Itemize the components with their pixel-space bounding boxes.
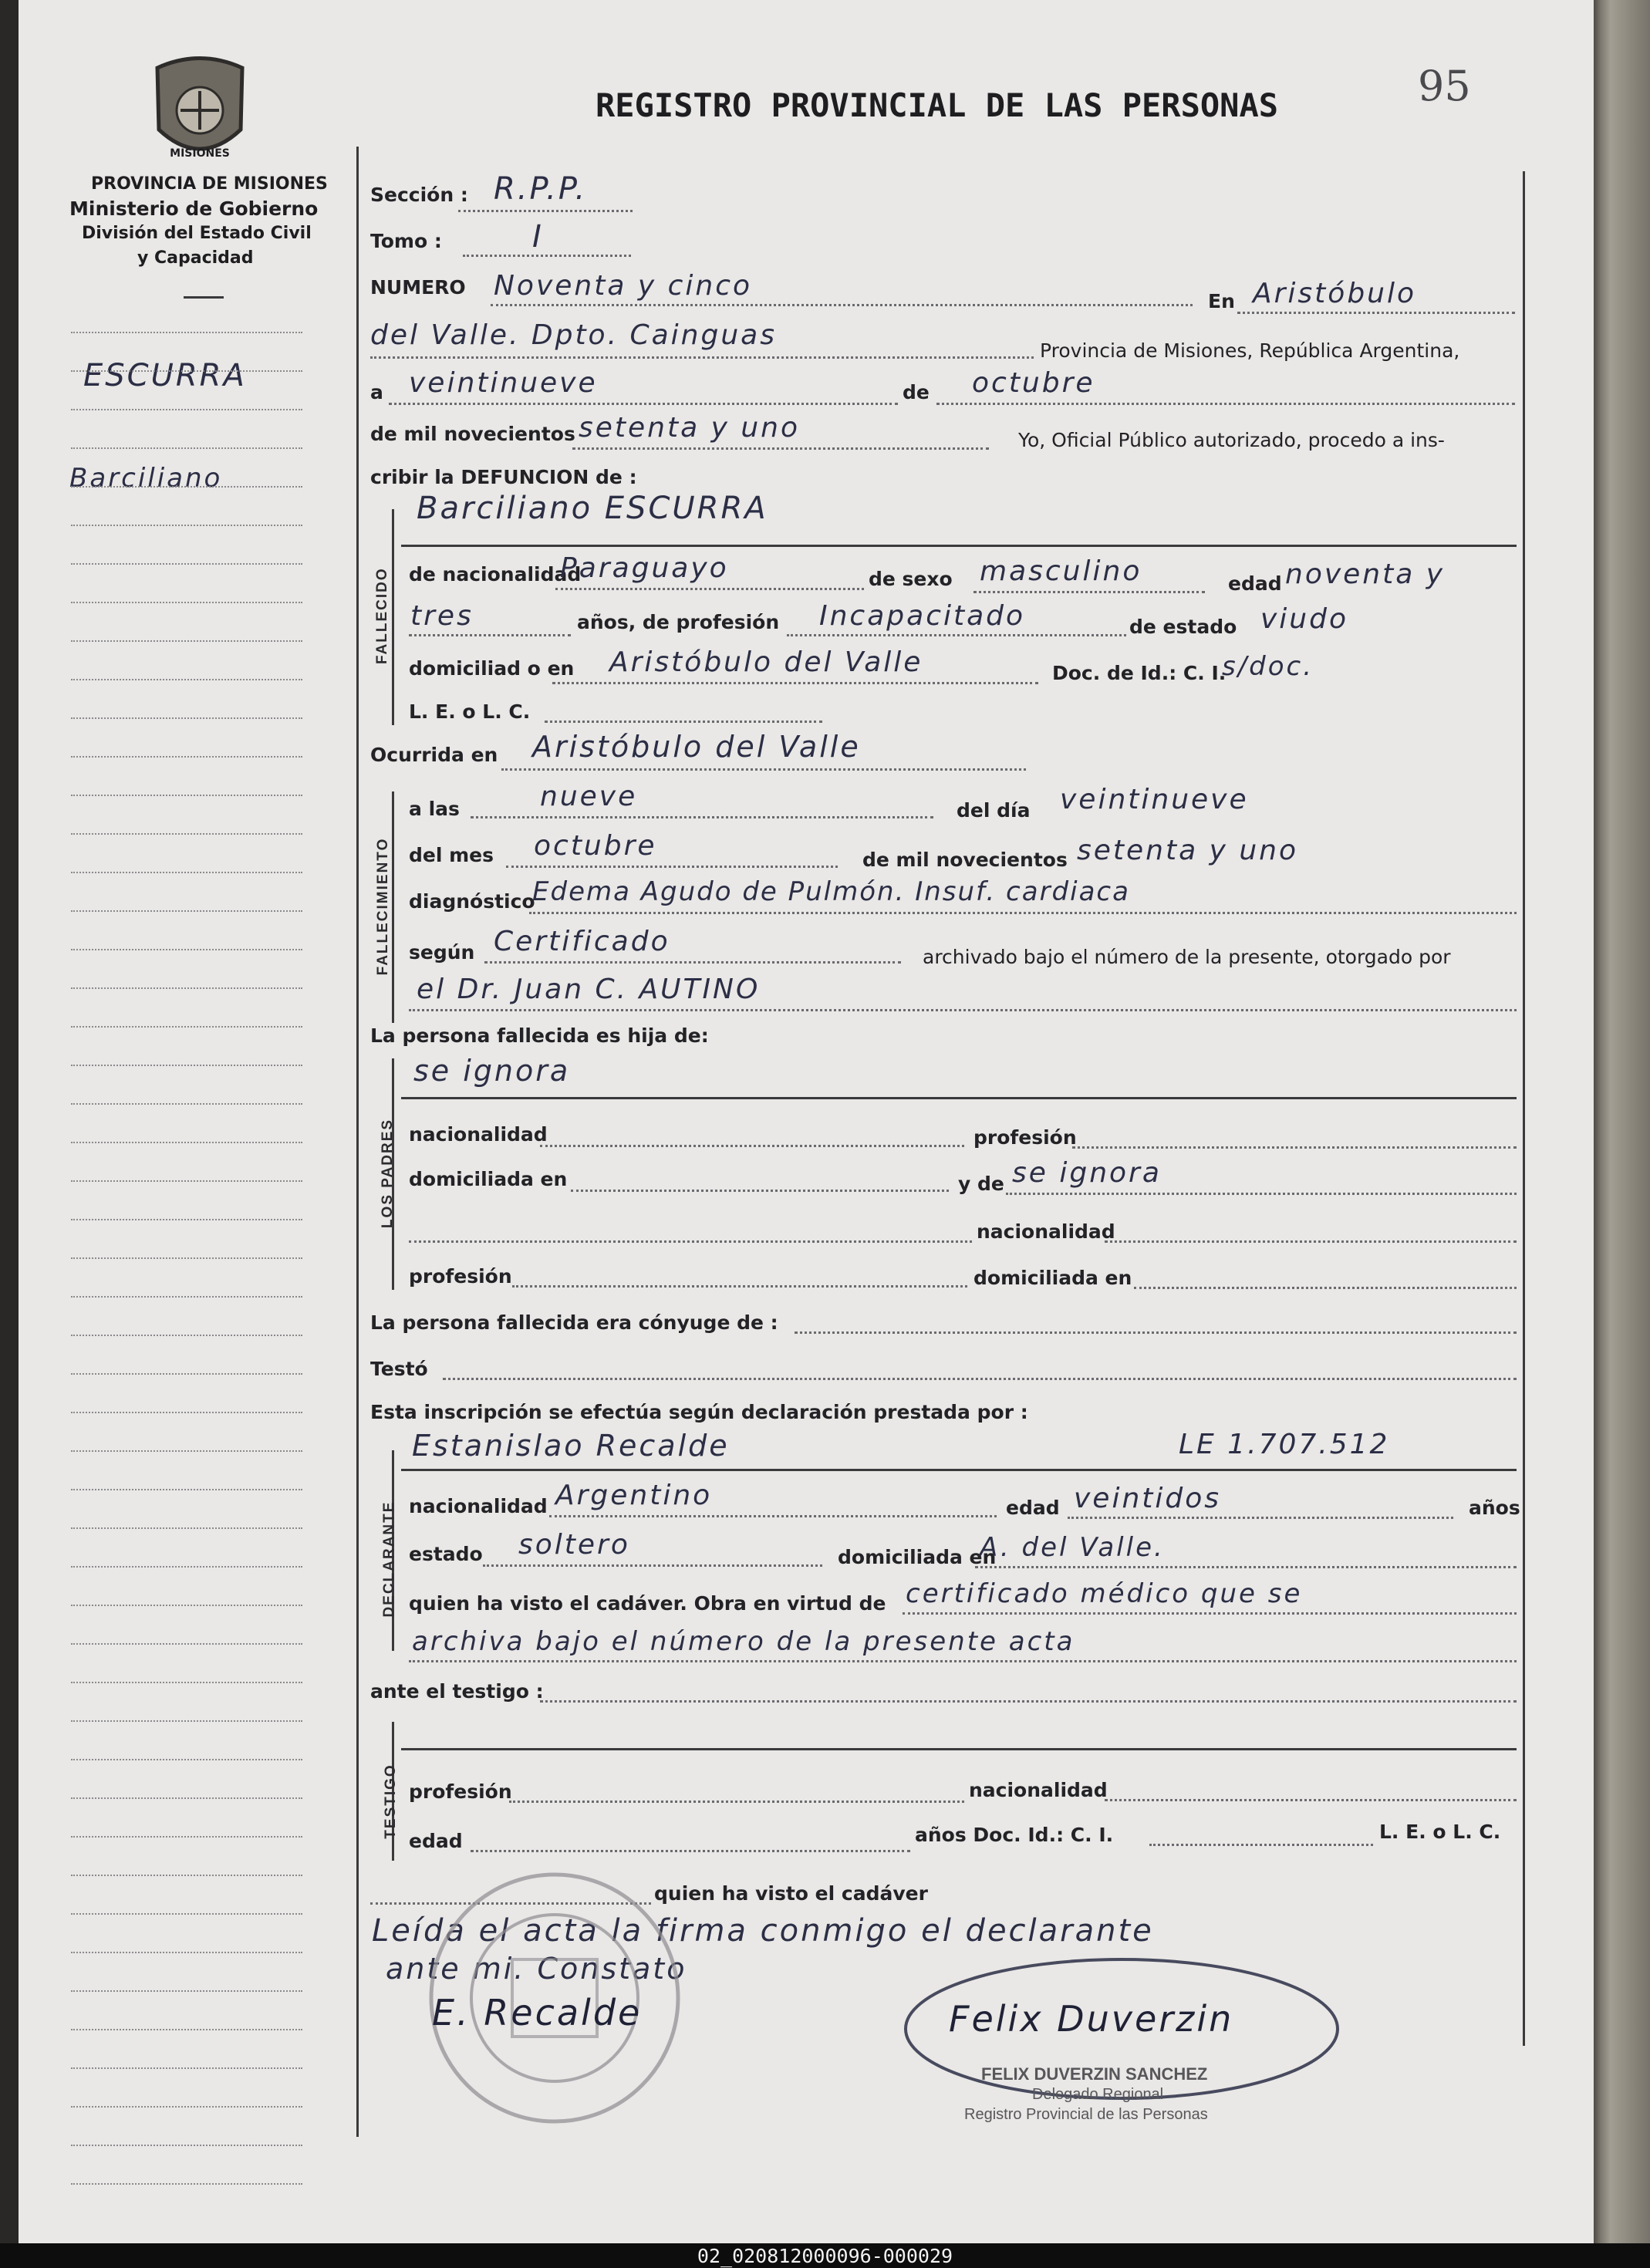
margin-rule-line — [71, 2183, 302, 2185]
margin-rule-line — [71, 486, 302, 488]
testigo-edad-label: edad — [409, 1830, 463, 1852]
testigo-le-lc-label: L. E. o L. C. — [1379, 1821, 1501, 1843]
margin-rule-line — [71, 1682, 302, 1683]
declarante-line — [401, 1469, 1517, 1471]
margin-rule-line — [71, 1759, 302, 1760]
form-frame-right — [1523, 171, 1525, 2046]
decl-domiciliada-label: domiciliada en — [838, 1546, 997, 1568]
nota-2: ante mi. Constato — [386, 1952, 687, 1986]
margin-rule-line — [71, 1643, 302, 1645]
segun-label: según — [409, 941, 475, 964]
padre-domiciliada-line — [571, 1190, 949, 1192]
margin-rule-line — [71, 1450, 302, 1452]
dia-value: veintinueve — [409, 367, 598, 399]
quien-cadaver2-label: quien ha visto el cadáver — [654, 1882, 928, 1905]
quien-cadaver-label: quien ha visto el cadáver. Obra en virtud de — [409, 1592, 886, 1615]
le-lc-line — [545, 721, 822, 723]
mes2-line — [506, 866, 838, 868]
sexo-label: de sexo — [869, 568, 953, 590]
inscripcion-label: Esta inscripción se efectúa según declaración prestada por : — [370, 1401, 1028, 1423]
otorgado-value: el Dr. Juan C. AUTINO — [417, 974, 761, 1005]
ocurrida-line — [501, 768, 1026, 771]
margin-rule-line — [71, 2145, 302, 2146]
testigo-line — [401, 1748, 1517, 1750]
testigo-nacionalidad-label: nacionalidad — [969, 1779, 1108, 1801]
margin-rule-line — [71, 1296, 302, 1298]
margin-rule-line — [71, 563, 302, 565]
diagnostico-line — [529, 912, 1517, 914]
nacionalidad-line — [555, 588, 864, 590]
oficial-label: Yo, Oficial Público autorizado, procedo a ins- — [1018, 429, 1445, 451]
declarante-value: Estanislao Recalde — [412, 1429, 730, 1463]
decl-edad-line — [1068, 1517, 1453, 1519]
a-las-label: a las — [409, 798, 460, 820]
y-de-label: y de — [958, 1173, 1004, 1195]
madre-line — [1006, 1193, 1517, 1195]
tomo-value: I — [532, 219, 544, 255]
del-mes-label: del mes — [409, 844, 494, 866]
margin-rule-line — [71, 717, 302, 719]
a-label: a — [370, 381, 383, 403]
margin-rule-line — [71, 1257, 302, 1259]
numero-label: NUMERO — [370, 276, 466, 299]
margin-rule-line — [71, 640, 302, 642]
numero-line — [491, 304, 1193, 306]
testo-label: Testó — [370, 1358, 428, 1380]
madre-profesion-label: profesión — [409, 1265, 512, 1288]
header-underline — [184, 296, 224, 299]
en-value: Aristóbulo — [1253, 278, 1417, 309]
profesion-value: Incapacitado — [819, 600, 1026, 632]
margin-rule-line — [71, 1142, 302, 1143]
register-page — [19, 0, 1600, 2243]
domiciliado-label: domiciliad o en — [409, 657, 575, 680]
margin-rule-line — [71, 2067, 302, 2069]
margin-rule-line — [71, 2106, 302, 2108]
obra-value-2: archiva bajo el número de la presente acta — [412, 1626, 1075, 1657]
seccion-label: Sección : — [370, 184, 468, 206]
testigo-doc-label: años Doc. Id.: C. I. — [915, 1824, 1114, 1846]
doc-id-label: Doc. de Id.: C. I. — [1052, 662, 1227, 684]
margin-rule-line — [71, 1335, 302, 1336]
nota-1: Leída el acta la firma conmigo el declarante — [372, 1913, 1154, 1949]
provincia-label: Provincia de Misiones, República Argentina, — [1040, 339, 1460, 362]
decl-estado-label: estado — [409, 1543, 483, 1565]
margin-rule-line — [71, 679, 302, 680]
cribir-label: cribir la DEFUNCION de : — [370, 466, 637, 488]
edad-value-2: tres — [410, 600, 474, 632]
anio-value: setenta y uno — [579, 412, 801, 444]
declarante-signature: E. Recalde — [432, 1992, 643, 2033]
margin-rule-line — [71, 949, 302, 950]
decl-estado-line — [483, 1564, 822, 1567]
otorgado-line — [409, 1009, 1517, 1011]
margin-rule-line — [71, 1103, 302, 1105]
ocurrida-value: Aristóbulo del Valle — [532, 730, 861, 764]
margin-rule-line — [71, 1219, 302, 1220]
de-mil2-label: de mil novecientos — [862, 849, 1068, 871]
margin-rule-line — [71, 602, 302, 603]
padre-profesion-line — [1072, 1146, 1517, 1149]
seccion-value: R.P.P. — [494, 171, 588, 207]
obra-value-1: certificado médico que se — [906, 1578, 1303, 1609]
margin-rule-line — [71, 987, 302, 989]
conyuge-label: La persona fallecida era cónyuge de : — [370, 1311, 778, 1334]
testigo-section-label: TESTIGO — [383, 1763, 399, 1839]
official-signature: Felix Duverzin — [949, 1998, 1234, 2040]
division-name: División del Estado Civil — [82, 224, 312, 243]
delegado-name: FELIX DUVERZIN SANCHEZ — [981, 2064, 1208, 2084]
fallecimiento-section-label: FALLECIMIENTO — [375, 837, 391, 976]
margin-rule-line — [71, 332, 302, 333]
delegado-title: Delegado Regional — [1032, 2086, 1164, 2103]
hora-line — [471, 816, 933, 818]
ante-testigo-label: ante el testigo : — [370, 1680, 544, 1703]
margin-rule-line — [71, 1836, 302, 1838]
edad-label: edad — [1228, 572, 1282, 595]
domicilio-value: Aristóbulo del Valle — [609, 646, 923, 678]
decl-edad-value: veintidos — [1074, 1483, 1222, 1514]
ci-value: s/doc. — [1222, 651, 1314, 682]
tomo-line — [463, 255, 631, 257]
testo-line — [443, 1378, 1517, 1380]
ministry-name: Ministerio de Gobierno — [69, 197, 319, 220]
del-dia-label: del día — [957, 799, 1031, 822]
madre-domiciliada-label: domiciliada en — [973, 1267, 1132, 1289]
declarante-doc-value: LE 1.707.512 — [1179, 1429, 1390, 1460]
mes-value: octubre — [972, 367, 1095, 399]
nacionalidad-label: de nacionalidad — [409, 563, 582, 586]
nombre-value: Barciliano ESCURRA — [417, 491, 768, 526]
segun-value: Certificado — [494, 926, 670, 957]
edad2-line — [409, 634, 571, 636]
margin-rule-line — [71, 1026, 302, 1028]
ocurrida-label: Ocurrida en — [370, 744, 498, 766]
sexo-line — [973, 591, 1205, 593]
page-title: REGISTRO PROVINCIAL DE LAS PERSONAS — [596, 86, 1279, 124]
margin-rule-line — [71, 1720, 302, 1722]
page-number: 95 — [1418, 62, 1471, 110]
provincial-seal-icon — [150, 52, 250, 168]
decl-nac-value: Argentino — [555, 1480, 713, 1511]
fallecido-section-label: FALLECIDO — [374, 567, 390, 664]
fallecido-bracket — [392, 509, 394, 725]
estado-label: de estado — [1129, 616, 1237, 638]
madre-domiciliada-line — [1134, 1287, 1517, 1289]
madre-nacionalidad-line — [1105, 1240, 1517, 1243]
lugar-line — [370, 356, 1034, 359]
margin-rule-line — [71, 1797, 302, 1799]
nombre-line — [401, 545, 1517, 547]
domicilio-line — [552, 682, 1038, 684]
margin-rule-line — [71, 1489, 302, 1490]
profesion-label: años, de profesión — [577, 611, 780, 633]
margin-rule-line — [71, 1875, 302, 1876]
margin-rule-line — [71, 1373, 302, 1375]
margin-rule-line — [71, 1412, 302, 1413]
margin-rule-line — [71, 833, 302, 835]
conyuge-line — [795, 1331, 1517, 1334]
testigo-doc-line — [1149, 1844, 1373, 1846]
edad-value: noventa y — [1285, 559, 1446, 590]
testigo-edad-line — [471, 1850, 910, 1852]
decl-edad-label: edad — [1006, 1497, 1060, 1519]
margin-rule-line — [71, 1527, 302, 1529]
hija-de-label: La persona fallecida es hija de: — [370, 1024, 709, 1047]
padre-nacionalidad-label: nacionalidad — [409, 1123, 548, 1146]
numero-value: Noventa y cinco — [494, 270, 753, 302]
de-label: de — [903, 381, 930, 403]
seccion-line — [458, 210, 633, 212]
madre-nacionalidad-label: nacionalidad — [977, 1220, 1115, 1243]
declarante-section-label: DECLARANTE — [381, 1500, 397, 1618]
padre-nacionalidad-line — [540, 1145, 964, 1147]
mes2-value: octubre — [534, 830, 657, 862]
province-name: PROVINCIA DE MISIONES — [91, 174, 328, 194]
de-mil-label: de mil novecientos — [370, 423, 575, 445]
hora-value: nueve — [540, 781, 638, 812]
decl-dom-line — [975, 1566, 1517, 1568]
margin-rule-line — [71, 1605, 302, 1606]
margin-rule-line — [71, 2029, 302, 2030]
margin-rule-line — [71, 1990, 302, 1992]
margin-rule-line — [71, 1065, 302, 1066]
nacionalidad-value: Paraguayo — [560, 552, 729, 584]
diagnostico-value: Edema Agudo de Pulmón. Insuf. cardiaca — [532, 876, 1130, 907]
testigo-profesion-line — [509, 1801, 964, 1803]
fallecimiento-bracket — [392, 791, 394, 1023]
anio-line — [572, 447, 989, 450]
diagnostico-label: diagnóstico — [409, 890, 535, 913]
margin-rule-line — [71, 370, 302, 372]
margin-rule-line — [71, 447, 302, 449]
margin-surname: ESCURRA — [83, 358, 247, 393]
margin-rule-line — [71, 910, 302, 912]
margin-rule-line — [71, 1952, 302, 1953]
seal-label: MISIONES — [170, 147, 230, 160]
estado-value: viudo — [1260, 603, 1348, 635]
margin-rule-line — [71, 525, 302, 526]
decl-dom-value: A. del Valle. — [980, 1532, 1165, 1563]
padre-domiciliada-label: domiciliada en — [409, 1168, 568, 1190]
profesion-line — [787, 634, 1126, 636]
le-lc-label: L. E. o L. C. — [409, 700, 531, 723]
padres-section-label: LOS PADRES — [380, 1118, 396, 1229]
lugar-value: del Valle. Dpto. Cainguas — [370, 319, 777, 351]
tomo-label: Tomo : — [370, 230, 442, 252]
margin-rule-line — [71, 872, 302, 873]
margin-rule-line — [71, 1180, 302, 1182]
dia-line — [389, 403, 898, 405]
margin-rule-line — [71, 1566, 302, 1568]
image-caption: 02_020812000096-000029 — [697, 2245, 953, 2267]
decl-nac-line — [549, 1515, 997, 1517]
book-spine — [0, 0, 19, 2243]
madre-profesion-line — [512, 1285, 967, 1288]
testigo-profesion-label: profesión — [409, 1780, 512, 1803]
en-line — [1237, 312, 1515, 314]
madre-line-2 — [409, 1240, 972, 1243]
mes-line — [936, 403, 1515, 405]
book-cover-edge — [1594, 0, 1650, 2243]
margin-rule-line — [71, 795, 302, 796]
madre-value: se ignora — [1012, 1157, 1162, 1189]
division-name-2: y Capacidad — [137, 248, 254, 268]
decl-anos-label: años — [1469, 1497, 1520, 1519]
delegado-org: Registro Provincial de las Personas — [964, 2106, 1208, 2123]
dia2-value: veintinueve — [1060, 784, 1249, 815]
archivado-label: archivado bajo el número de la presente, otorgado por — [923, 946, 1451, 968]
margin-rule-line — [71, 1913, 302, 1915]
margin-rule — [356, 147, 359, 2137]
testigo-nacionalidad-line — [1105, 1799, 1517, 1801]
obra-line-2 — [409, 1660, 1517, 1662]
margin-given-name: Barciliano — [69, 463, 223, 494]
padre-line — [401, 1097, 1517, 1099]
margin-rule-line — [71, 409, 302, 410]
ante-testigo-line — [540, 1700, 1517, 1703]
en-label: En — [1208, 290, 1235, 312]
obra-line-1 — [903, 1612, 1517, 1615]
decl-nacionalidad-label: nacionalidad — [409, 1495, 548, 1517]
anio2-value: setenta y uno — [1077, 835, 1299, 866]
sexo-value: masculino — [980, 555, 1142, 587]
margin-rule-line — [71, 756, 302, 758]
segun-line — [484, 961, 901, 964]
decl-estado-value: soltero — [518, 1529, 630, 1561]
padre-profesion-label: profesión — [973, 1126, 1077, 1149]
padre-value: se ignora — [413, 1054, 571, 1088]
